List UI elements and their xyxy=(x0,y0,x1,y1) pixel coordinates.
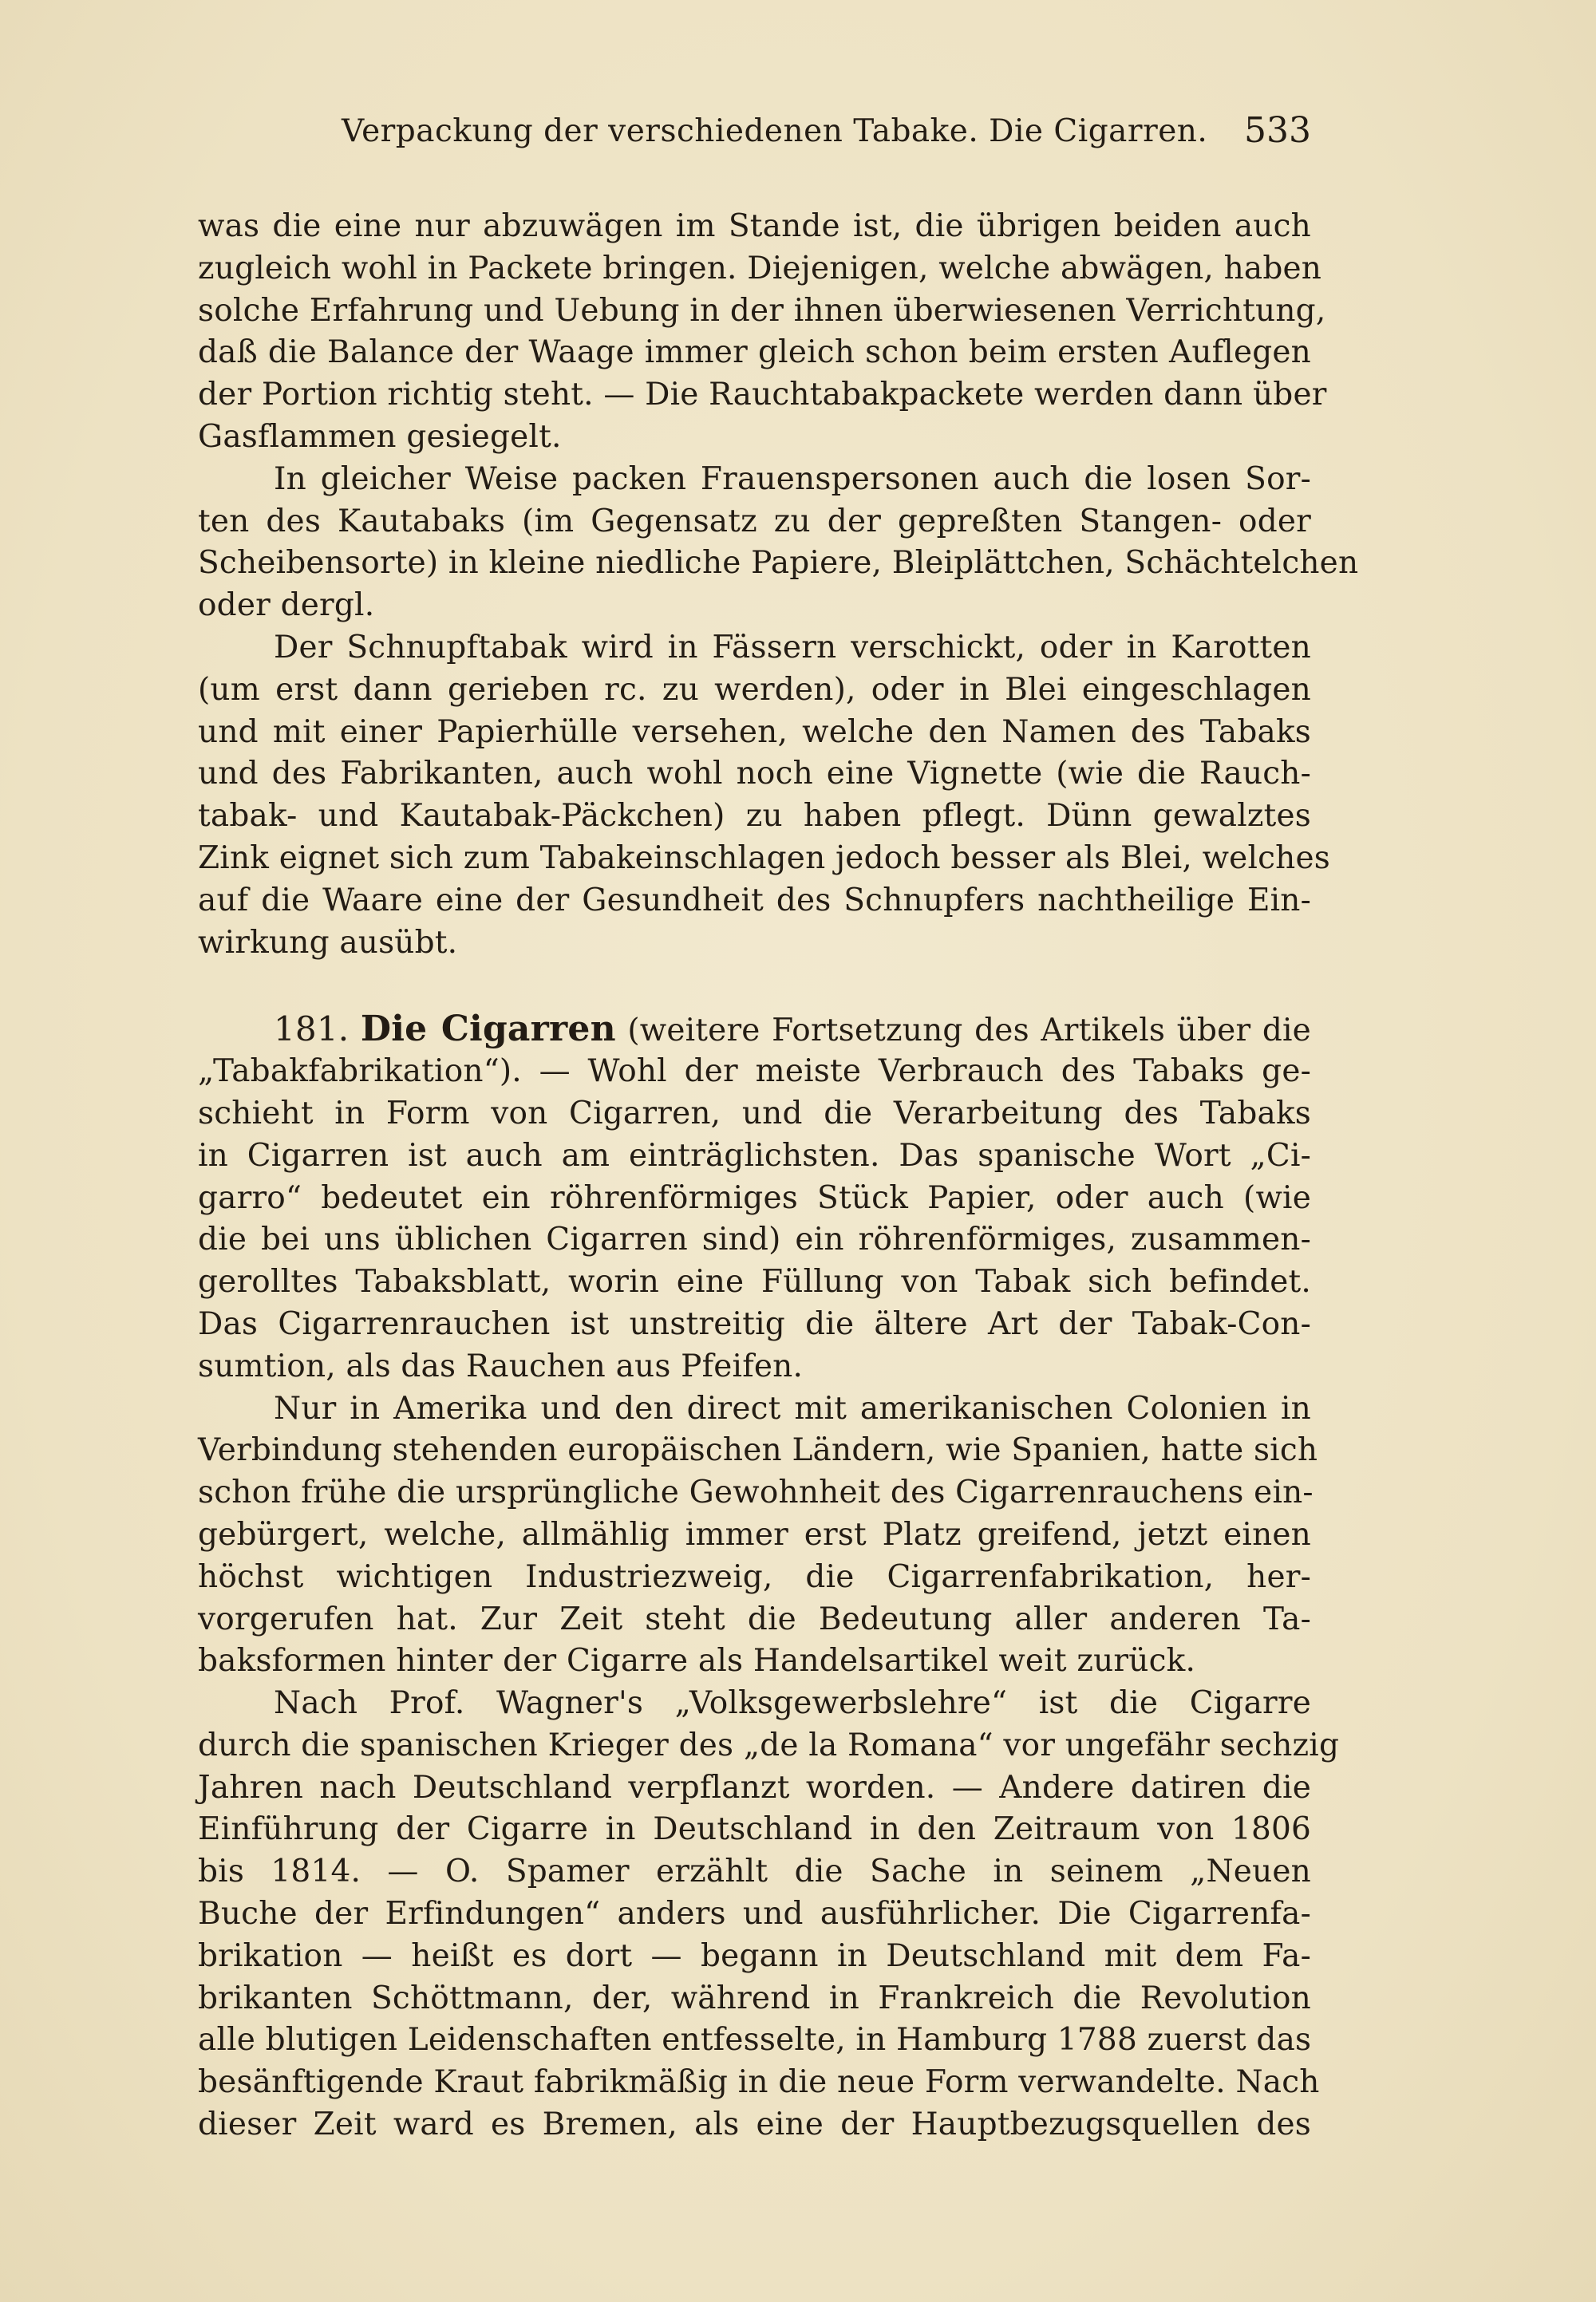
text-line: garro“ bedeutet ein röhrenförmiges Stück Papier, oder auch (wie xyxy=(198,1179,1311,1216)
text-line: oder dergl. xyxy=(198,587,375,624)
text-line: höchst wichtigen Industriezweig, die Cigarrenfabrikation, her- xyxy=(198,1558,1311,1595)
text-line: dieser Zeit ward es Bremen, als eine der Hauptbezugsquellen des xyxy=(198,2107,1311,2143)
section-number: 181. xyxy=(274,1009,350,1049)
text-line: Buche der Erfindungen“ anders und ausführlicher. Die Cigarrenfa- xyxy=(198,1896,1311,1933)
text-line: baksformen hinter der Cigarre als Handelsartikel weit zurück. xyxy=(198,1643,1196,1680)
text-line: bis 1814. — O. Spamer erzählt die Sache in seinem „Neuen xyxy=(198,1854,1311,1890)
text-line: schieht in Form von Cigarren, und die Verarbeitung des Tabaks xyxy=(198,1095,1311,1131)
text-line: Nur in Amerika und den direct mit amerikanischen Colonien in xyxy=(274,1390,1311,1427)
text-line: wirkung ausübt. xyxy=(198,924,458,961)
text-line: Das Cigarrenrauchen ist unstreitig die ältere Art der Tabak-Con- xyxy=(198,1305,1311,1342)
text-line: Einführung der Cigarre in Deutschland in den Zeitraum von 1806 xyxy=(198,1811,1311,1848)
text-line: und mit einer Papierhülle versehen, welche den Namen des Tabaks xyxy=(198,713,1311,750)
text-line: durch die spanischen Krieger des „de la Romana“ vor ungefähr sechzig xyxy=(198,1727,1340,1763)
section-spacer xyxy=(198,964,1311,1009)
text-line: gebürgert, welche, allmählig immer erst Platz greifend, jetzt einen xyxy=(198,1516,1311,1553)
text-line: in Cigarren ist auch am einträglichsten. Das spanische Wort „Ci- xyxy=(198,1137,1311,1174)
body-text xyxy=(198,206,1359,2146)
text-line: „Tabakfabrikation“). — Wohl der meiste Verbrauch des Tabaks ge- xyxy=(198,1053,1311,1090)
text-line: (um erst dann gerieben rc. zu werden), oder in Blei eingeschlagen xyxy=(198,671,1311,708)
text-line: Zink eignet sich zum Tabakeinschlagen jedoch besser als Blei, welches xyxy=(198,839,1330,876)
text-line: Der Schnupftabak wird in Fässern verschickt, oder in Karotten xyxy=(274,629,1311,665)
paragraph xyxy=(198,206,1327,459)
page-header xyxy=(198,110,1311,169)
text-line: daß die Balance der Waage immer gleich schon beim ersten Auflegen xyxy=(198,334,1311,371)
text-line: was die eine nur abzuwägen im Stande ist, die übrigen beiden auch xyxy=(198,208,1311,244)
text-line: und des Fabrikanten, auch wohl noch eine Vignette (wie die Rauch- xyxy=(198,756,1311,792)
text-line: Jahren nach Deutschland verpflanzt worden. — Andere datiren die xyxy=(198,1769,1311,1806)
paragraph xyxy=(198,459,1359,627)
text-line: In gleicher Weise packen Frauenspersonen auch die losen Sor- xyxy=(274,460,1311,497)
text-line: tabak- und Kautabak-Päckchen) zu haben pflegt. Dünn gewalztes xyxy=(198,798,1311,835)
section xyxy=(198,1009,1311,1388)
section-title: Die Cigarren xyxy=(360,1009,616,1050)
text-line: solche Erfahrung und Uebung in der ihnen überwiesenen Verrichtung, xyxy=(198,292,1326,329)
text-line: vorgerufen hat. Zur Zeit steht die Bedeutung aller anderen Ta- xyxy=(198,1601,1311,1637)
text-line: schon frühe die ursprüngliche Gewohnheit des Cigarrenrauchens ein- xyxy=(198,1475,1314,1511)
text-line: Verbindung stehenden europäischen Ländern, wie Spanien, hatte sich xyxy=(198,1432,1318,1469)
text-line: Gasflammen gesiegelt. xyxy=(198,418,562,455)
text-line: Nach Prof. Wagner's „Volksgewerbslehre“ ist die Cigarre xyxy=(274,1685,1311,1722)
text-line: besänftigende Kraut fabrikmäßig in die neue Form verwandelte. Nach xyxy=(198,2064,1320,2101)
text-line: brikation — heißt es dort — begann in Deutschland mit dem Fa- xyxy=(198,1937,1311,1974)
text-line: ten des Kautabaks (im Gegensatz zu der gepreßten Stangen- oder xyxy=(198,503,1311,539)
paragraph xyxy=(198,1683,1340,2146)
section-heading-rest: (weitere Fortsetzung des Artikels über die xyxy=(627,1013,1311,1049)
text-line: gerolltes Tabaksblatt, worin eine Füllung von Tabak sich befindet. xyxy=(198,1264,1311,1301)
text-line: die bei uns üblichen Cigarren sind) ein röhrenförmiges, zusammen- xyxy=(198,1222,1311,1258)
text-line: auf die Waare eine der Gesundheit des Schnupfers nachtheilige Ein- xyxy=(198,882,1311,918)
text-line: brikanten Schöttmann, der, während in Frankreich die Revolution xyxy=(198,1980,1311,2016)
text-line: sumtion, als das Rauchen aus Pfeifen. xyxy=(198,1348,804,1384)
section-heading-line xyxy=(198,1009,1311,1051)
running-head: Verpackung der verschiedenen Tabake. Die Cigarren. xyxy=(342,113,1208,149)
paragraph xyxy=(198,1388,1318,1684)
text-line: Scheibensorte) in kleine niedliche Papiere, Bleiplättchen, Schächtelchen xyxy=(198,545,1359,582)
paragraph xyxy=(198,627,1330,964)
text-line: der Portion richtig steht. — Die Rauchtabakpackete werden dann über xyxy=(198,377,1327,413)
text-line: zugleich wohl in Packete bringen. Diejenigen, welche abwägen, haben xyxy=(198,250,1322,286)
text-line: alle blutigen Leidenschaften entfesselte, in Hamburg 1788 zuerst das xyxy=(198,2022,1312,2059)
page-number: 533 xyxy=(1244,110,1311,151)
